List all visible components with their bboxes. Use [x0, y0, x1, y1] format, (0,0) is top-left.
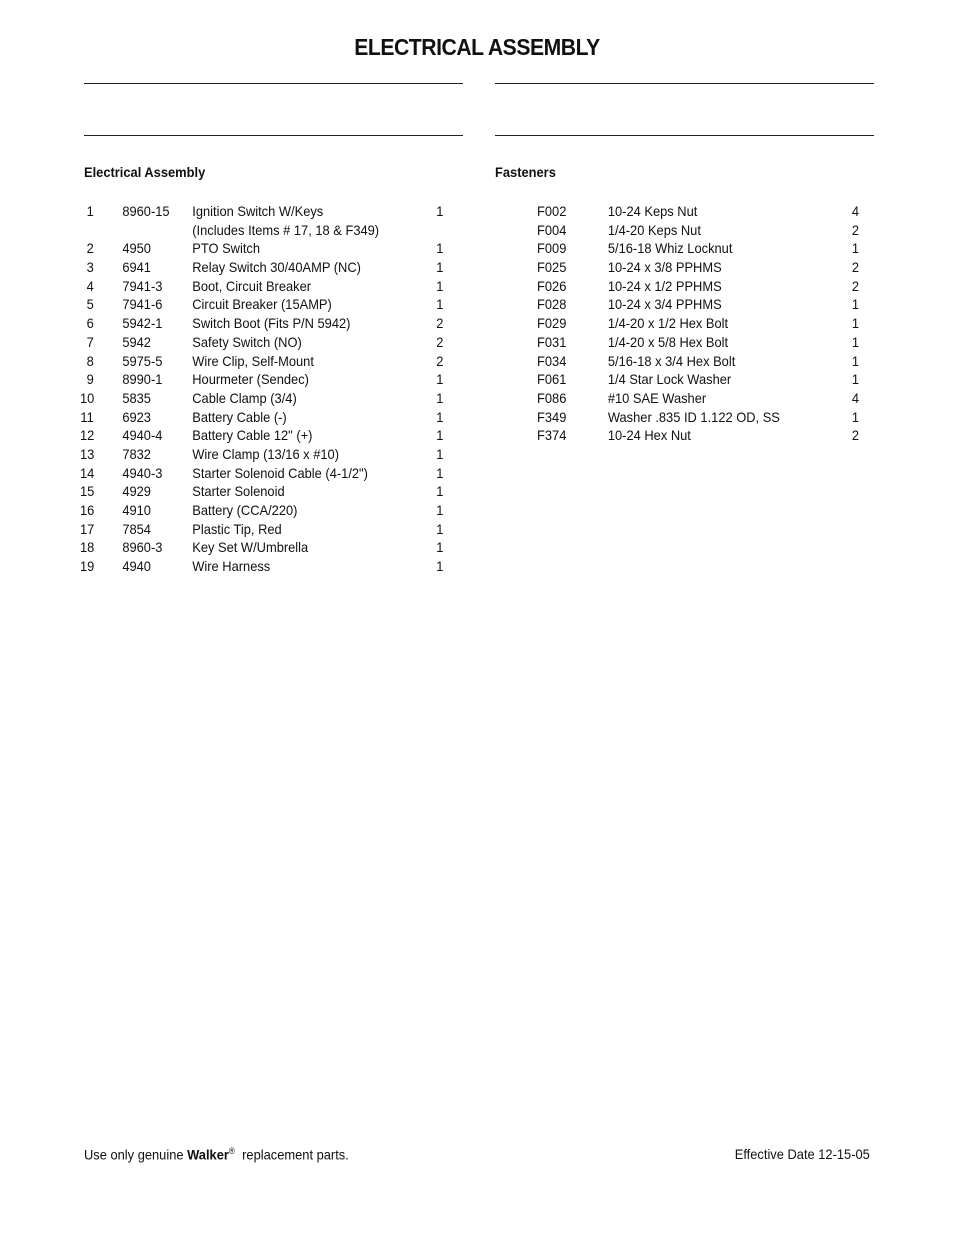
part-description: Key Set W/Umbrella — [192, 539, 309, 556]
quantity: 1 — [436, 259, 444, 276]
item-number: 13 — [80, 445, 95, 462]
parts-row — [80, 333, 448, 352]
item-number: 7 — [86, 333, 94, 350]
part-description-note: (Includes Items # 17, 18 & F349) — [192, 221, 380, 238]
quantity: 1 — [436, 427, 444, 444]
item-number: 2 — [86, 240, 94, 257]
registered-mark: ® — [228, 1146, 235, 1156]
part-number: 4929 — [122, 483, 151, 500]
quantity: 1 — [851, 240, 859, 257]
part-description: 10-24 x 3/8 PPHMS — [607, 259, 722, 276]
part-number: F086 — [537, 389, 567, 406]
parts-row — [80, 482, 448, 501]
part-number: 4940-3 — [122, 464, 163, 481]
part-number: 7941-3 — [122, 277, 163, 294]
quantity: 1 — [436, 296, 444, 313]
part-number: 7832 — [122, 445, 151, 462]
part-description: 1/4-20 x 5/8 Hex Bolt — [607, 333, 729, 350]
part-number: 7941-6 — [122, 296, 163, 313]
item-number: 5 — [86, 296, 94, 313]
fastener-row — [537, 408, 859, 427]
parts-row — [80, 426, 448, 445]
quantity: 1 — [436, 277, 444, 294]
quantity: 2 — [436, 352, 444, 369]
parts-row — [80, 389, 448, 408]
fastener-row — [537, 239, 859, 258]
quantity: 4 — [851, 203, 859, 219]
part-number: 4950 — [122, 240, 151, 257]
part-number: 5942 — [122, 333, 151, 350]
part-description: Starter Solenoid — [192, 483, 285, 500]
part-description: Plastic Tip, Red — [192, 520, 282, 537]
part-number: F026 — [537, 277, 567, 294]
part-description: Washer .835 ID 1.122 OD, SS — [607, 408, 780, 425]
item-number: 18 — [80, 539, 95, 556]
parts-row — [80, 464, 448, 483]
item-number: 1 — [86, 203, 94, 219]
fastener-row — [537, 202, 859, 221]
part-description: 1/4-20 Keps Nut — [607, 221, 701, 238]
fasteners-parts-list — [537, 202, 859, 445]
fastener-row — [537, 352, 859, 371]
part-number: 7854 — [122, 520, 151, 537]
quantity: 1 — [436, 203, 444, 219]
part-number: F349 — [537, 408, 567, 425]
quantity: 2 — [851, 427, 859, 444]
part-description: Battery Cable (-) — [192, 408, 287, 425]
part-number: 4940 — [122, 558, 151, 575]
fastener-row — [537, 258, 859, 277]
quantity: 2 — [851, 221, 859, 238]
part-number: F004 — [537, 221, 567, 238]
part-description: Boot, Circuit Breaker — [192, 277, 312, 294]
fastener-row — [537, 221, 859, 240]
part-number: F061 — [537, 371, 567, 388]
part-description: 1/4 Star Lock Washer — [607, 371, 732, 388]
quantity: 1 — [851, 371, 859, 388]
quantity: 1 — [436, 389, 444, 406]
parts-row — [80, 520, 448, 539]
part-description: Wire Clip, Self-Mount — [192, 352, 314, 369]
quantity: 1 — [436, 445, 444, 462]
parts-row — [80, 538, 448, 557]
part-description: Ignition Switch W/Keys — [192, 203, 324, 219]
left-bottom-rule — [84, 135, 463, 136]
part-description: Battery Cable 12" (+) — [192, 427, 313, 444]
part-number: F374 — [537, 427, 567, 444]
parts-row — [80, 277, 448, 296]
part-description: 10-24 Hex Nut — [607, 427, 691, 444]
quantity: 1 — [436, 483, 444, 500]
electrical-assembly-heading: Electrical Assembly — [84, 164, 206, 180]
parts-row — [80, 314, 448, 333]
quantity: 1 — [851, 296, 859, 313]
item-number: 10 — [80, 389, 95, 406]
right-bottom-rule — [495, 135, 874, 136]
part-description: Safety Switch (NO) — [192, 333, 302, 350]
fastener-row — [537, 277, 859, 296]
fasteners-heading: Fasteners — [495, 164, 556, 180]
part-number: 8960-15 — [122, 203, 170, 219]
part-number: F031 — [537, 333, 567, 350]
part-number: F002 — [537, 203, 567, 219]
part-description: Relay Switch 30/40AMP (NC) — [192, 259, 361, 276]
fastener-row — [537, 314, 859, 333]
part-number: 8990-1 — [122, 371, 163, 388]
part-description: 10-24 Keps Nut — [607, 203, 698, 219]
part-number: F029 — [537, 315, 567, 332]
part-description: 1/4-20 x 1/2 Hex Bolt — [607, 315, 729, 332]
part-description: 10-24 x 3/4 PPHMS — [607, 296, 722, 313]
right-top-rule — [495, 83, 874, 84]
quantity: 1 — [436, 464, 444, 481]
quantity: 1 — [436, 558, 444, 575]
part-number: 5835 — [122, 389, 151, 406]
parts-row — [80, 557, 448, 576]
item-number: 14 — [80, 464, 95, 481]
parts-row — [80, 501, 448, 520]
part-description: Wire Clamp (13/16 x #10) — [192, 445, 339, 462]
part-description: Switch Boot (Fits P/N 5942) — [192, 315, 351, 332]
part-number: 4940-4 — [122, 427, 163, 444]
parts-row — [80, 445, 448, 464]
fastener-row — [537, 389, 859, 408]
part-number: F009 — [537, 240, 567, 257]
quantity: 1 — [436, 371, 444, 388]
item-number: 19 — [80, 558, 95, 575]
quantity: 1 — [436, 520, 444, 537]
electrical-parts-list — [80, 202, 448, 576]
fastener-row — [537, 426, 859, 445]
part-description: Hourmeter (Sendec) — [192, 371, 309, 388]
quantity: 1 — [851, 352, 859, 369]
footer-suffix: replacement parts. — [242, 1146, 349, 1163]
quantity: 2 — [436, 315, 444, 332]
part-description: 5/16-18 x 3/4 Hex Bolt — [607, 352, 736, 369]
brand-name: Walker — [187, 1146, 229, 1163]
quantity: 1 — [436, 539, 444, 556]
quantity: 2 — [851, 259, 859, 276]
parts-row — [80, 370, 448, 389]
part-number: 4910 — [122, 502, 151, 519]
quantity: 1 — [436, 240, 444, 257]
item-number: 11 — [80, 408, 94, 425]
part-number: 5942-1 — [122, 315, 163, 332]
part-description: Starter Solenoid Cable (4-1/2") — [192, 464, 368, 481]
footer-prefix: Use only genuine — [84, 1146, 188, 1163]
page-title: ELECTRICAL ASSEMBLY — [354, 34, 600, 60]
part-description: 10-24 x 1/2 PPHMS — [607, 277, 722, 294]
part-number: 8960-3 — [122, 539, 163, 556]
part-description: PTO Switch — [192, 240, 261, 257]
item-number: 17 — [80, 520, 95, 537]
quantity: 2 — [851, 277, 859, 294]
item-number: 3 — [86, 259, 94, 276]
part-description: 5/16-18 Whiz Locknut — [607, 240, 733, 257]
item-number: 12 — [80, 427, 95, 444]
quantity: 1 — [436, 408, 444, 425]
part-description: #10 SAE Washer — [607, 389, 707, 406]
fastener-row — [537, 295, 859, 314]
fastener-row — [537, 333, 859, 352]
part-number: 6941 — [122, 259, 151, 276]
parts-row — [80, 202, 448, 239]
item-number: 8 — [86, 352, 94, 369]
item-number: 15 — [80, 483, 95, 500]
quantity: 1 — [851, 408, 859, 425]
part-description: Cable Clamp (3/4) — [192, 389, 297, 406]
item-number: 4 — [86, 277, 94, 294]
parts-row — [80, 352, 448, 371]
quantity: 1 — [851, 315, 859, 332]
part-description: Wire Harness — [192, 558, 271, 575]
fastener-row — [537, 370, 859, 389]
part-description: Circuit Breaker (15AMP) — [192, 296, 332, 313]
parts-row — [80, 295, 448, 314]
item-number: 6 — [86, 315, 94, 332]
item-number: 9 — [86, 371, 94, 388]
part-number: 5975-5 — [122, 352, 163, 369]
parts-row — [80, 408, 448, 427]
part-number: 6923 — [122, 408, 151, 425]
part-number: F034 — [537, 352, 567, 369]
effective-date: Effective Date 12-15-05 — [734, 1146, 870, 1162]
parts-row — [80, 239, 448, 258]
footer-note — [84, 1146, 349, 1163]
part-number: F025 — [537, 259, 567, 276]
part-description: Battery (CCA/220) — [192, 502, 298, 519]
part-number: F028 — [537, 296, 567, 313]
quantity: 4 — [851, 389, 859, 406]
parts-row — [80, 258, 448, 277]
quantity: 1 — [436, 502, 444, 519]
left-top-rule — [84, 83, 463, 84]
quantity: 1 — [851, 333, 859, 350]
item-number: 16 — [80, 502, 95, 519]
quantity: 2 — [436, 333, 444, 350]
